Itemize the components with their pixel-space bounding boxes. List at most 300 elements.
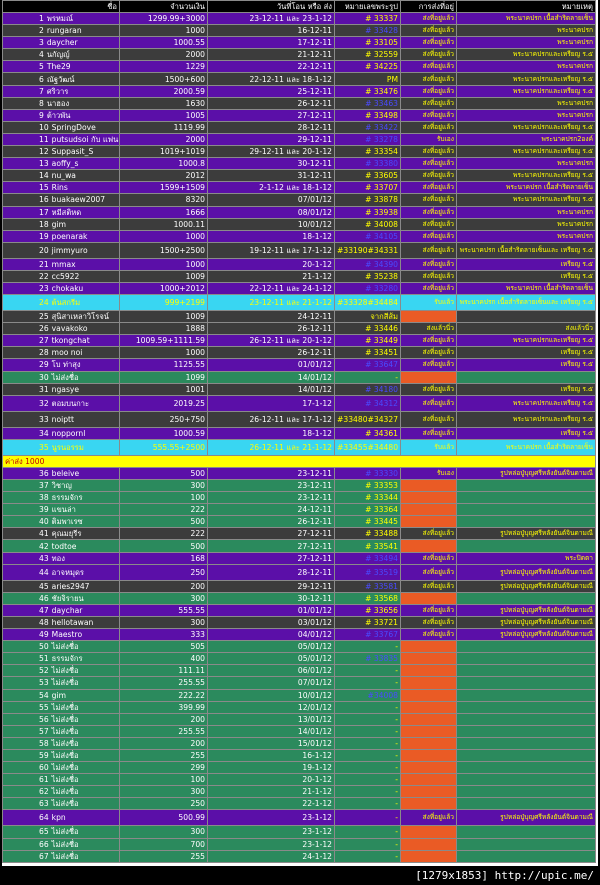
donor-name-cell	[3, 395, 120, 411]
address-status-cell: ส่งที่อยู่แล้ว	[401, 230, 457, 242]
table-row	[3, 109, 596, 121]
donor-name-cell	[3, 371, 120, 383]
transfer-date-cell: 01/01/12	[208, 359, 335, 371]
row-index: 10	[39, 122, 49, 132]
header-amount: จำนวนเงิน	[120, 1, 208, 13]
amulet-number-cell: # 34105	[335, 230, 401, 242]
donor-name: beleive	[51, 468, 80, 478]
table-row	[3, 49, 596, 61]
donor-name-cell	[3, 121, 120, 133]
donor-name-cell	[3, 25, 120, 37]
transfer-date-cell: 26-12-11 และ 17-1-12	[208, 411, 335, 427]
donor-name: tkongchat	[51, 336, 90, 346]
amount-cell: 222.22	[120, 689, 208, 701]
remark-cell	[457, 725, 596, 737]
donor-name: ต้าวพัน	[46, 110, 71, 120]
amulet-number-cell: # 33568	[335, 592, 401, 604]
table-row	[3, 492, 596, 504]
donor-name-cell	[3, 37, 120, 49]
donor-name-cell	[3, 838, 120, 850]
table-row	[3, 592, 596, 604]
amulet-number-cell: # 33445	[335, 516, 401, 528]
amount-cell: 500	[120, 540, 208, 552]
address-status-cell	[401, 737, 457, 749]
amulet-number-cell: # 33707	[335, 182, 401, 194]
donor-name-cell	[3, 826, 120, 838]
donor-name: ไม่ส่งชื่อ	[51, 775, 79, 785]
address-status-cell: ส่งที่อยู่แล้ว	[401, 604, 457, 616]
amount-cell: 255.55	[120, 677, 208, 689]
row-index: 9	[39, 110, 44, 120]
donor-name-cell	[3, 749, 120, 761]
address-status-cell	[401, 592, 457, 604]
table-row	[3, 749, 596, 761]
address-status-cell	[401, 786, 457, 798]
row-index: 26	[39, 324, 49, 334]
table-row	[3, 504, 596, 516]
row-index: 27	[39, 336, 49, 346]
table-row	[3, 774, 596, 786]
remark-cell: พระนาคปรก เนื้อสำริดลายเซ็น	[457, 13, 596, 25]
row-index: 25	[39, 312, 49, 322]
amount-cell: 1005	[120, 109, 208, 121]
transfer-date-cell: 21-1-12	[208, 786, 335, 798]
row-index: 56	[39, 714, 49, 724]
transfer-date-cell: 27-12-11	[208, 552, 335, 564]
donor-name: ไม่ส่งชื่อ	[51, 763, 79, 773]
table-row	[3, 467, 596, 479]
table-row	[3, 604, 596, 616]
amulet-number-cell: # 33878	[335, 194, 401, 206]
amulet-number-cell: -	[335, 737, 401, 749]
transfer-date-cell: 24-12-11	[208, 311, 335, 323]
remark-cell: เหรียญ ร.๕	[457, 258, 596, 270]
transfer-date-cell: 25-12-11	[208, 85, 335, 97]
transfer-date-cell: 22-12-11	[208, 61, 335, 73]
table-row	[3, 146, 596, 158]
donor-name-cell	[3, 604, 120, 616]
address-status-cell	[401, 311, 457, 323]
amulet-number-cell: # 33428	[335, 25, 401, 37]
donor-name-cell	[3, 616, 120, 628]
row-index: 34	[39, 428, 49, 438]
transfer-date-cell: 18-1-12	[208, 230, 335, 242]
donor-name: The29	[46, 62, 71, 72]
transfer-date-cell: 23-1-12	[208, 810, 335, 826]
donor-name-cell	[3, 677, 120, 689]
donor-name: daycher	[46, 38, 78, 48]
amulet-number-cell: # 33721	[335, 616, 401, 628]
donor-name: SpringDove	[51, 122, 96, 132]
amount-cell: 1009	[120, 270, 208, 282]
amount-cell: 500	[120, 467, 208, 479]
row-index: 41	[39, 529, 49, 539]
remark-cell	[457, 713, 596, 725]
table-row	[3, 37, 596, 49]
transfer-date-cell: 31-12-11	[208, 170, 335, 182]
amulet-number-cell: # 33605	[335, 170, 401, 182]
donor-name-cell	[3, 439, 120, 455]
amulet-number-cell: # 33353	[335, 480, 401, 492]
table-row	[3, 439, 596, 455]
amount-cell: 250	[120, 798, 208, 810]
transfer-date-cell: 2-1-12 และ 18-1-12	[208, 182, 335, 194]
transfer-date-cell: 28-12-11	[208, 121, 335, 133]
row-index: 5	[39, 62, 44, 72]
amount-cell: 1099	[120, 371, 208, 383]
amulet-number-cell: -	[335, 798, 401, 810]
transfer-date-cell: 27-12-11	[208, 540, 335, 552]
donor-name: อาจหมุดร	[51, 567, 84, 577]
row-index: 7	[39, 86, 44, 96]
amount-cell: 1299.99+3000	[120, 13, 208, 25]
transfer-date-cell: 16-12-11	[208, 25, 335, 37]
row-index: 42	[39, 541, 49, 551]
address-status-cell: ส่งที่อยู่แล้ว	[401, 37, 457, 49]
amount-cell: 505	[120, 641, 208, 653]
transfer-date-cell: 17-12-11	[208, 37, 335, 49]
donor-name: ไม่ส่งชื่อ	[51, 678, 79, 688]
address-status-cell	[401, 725, 457, 737]
donor-name-cell	[3, 383, 120, 395]
address-status-cell: ส่งที่อยู่แล้ว	[401, 258, 457, 270]
remark-cell: พระนาคปรกและเหรียญ ร.๕	[457, 73, 596, 85]
amount-cell: 1888	[120, 323, 208, 335]
address-status-cell: ส่งที่อยู่แล้ว	[401, 564, 457, 580]
table-row	[3, 427, 596, 439]
amount-cell: 555.55	[120, 604, 208, 616]
amulet-number-cell: # 33581	[335, 580, 401, 592]
address-status-cell	[401, 371, 457, 383]
address-status-cell	[401, 504, 457, 516]
remark-cell: รูปหล่อปู่บุญศรีหลังยันต์จินดามณี	[457, 564, 596, 580]
address-status-cell	[401, 850, 457, 862]
amulet-number-cell: # 34008	[335, 218, 401, 230]
row-index: 63	[39, 799, 49, 809]
row-index: 35	[39, 442, 49, 452]
amulet-number-cell: # 33476	[335, 85, 401, 97]
table-row	[3, 762, 596, 774]
transfer-date-cell: 29-12-11 และ 20-1-12	[208, 146, 335, 158]
address-status-cell: ส่งที่อยู่แล้ว	[401, 347, 457, 359]
amount-cell: 168	[120, 552, 208, 564]
amulet-number-cell: # 33280	[335, 282, 401, 294]
amount-cell: 200	[120, 713, 208, 725]
table-body	[3, 13, 596, 863]
address-status-cell: ส่งที่อยู่แล้ว	[401, 158, 457, 170]
address-status-cell: ส่งที่อยู่แล้ว	[401, 49, 457, 61]
donor-name-cell	[3, 295, 120, 311]
amulet-number-cell: -	[335, 826, 401, 838]
row-index: 24	[39, 298, 49, 308]
transfer-date-cell: 12/01/12	[208, 701, 335, 713]
donor-name: ngasye	[51, 384, 80, 394]
transfer-date-cell: 30-12-11	[208, 592, 335, 604]
donor-name: ไม่ส่งชื่อ	[51, 714, 79, 724]
transfer-date-cell: 06/01/12	[208, 665, 335, 677]
amount-cell: 1229	[120, 61, 208, 73]
amount-cell: 333	[120, 629, 208, 641]
row-index: 62	[39, 787, 49, 797]
row-index: 30	[39, 372, 49, 382]
donor-name: นกัญญ์	[46, 50, 70, 60]
table-row	[3, 347, 596, 359]
address-status-cell: ส่งแล้วนี่ว	[401, 323, 457, 335]
donor-name: ไม่ส่งชื่อ	[51, 851, 79, 861]
row-index: 8	[39, 98, 44, 108]
donor-name: kpn	[51, 813, 66, 823]
remark-cell	[457, 774, 596, 786]
address-status-cell: ส่งที่อยู่แล้ว	[401, 13, 457, 25]
amulet-number-cell: # 33767	[335, 629, 401, 641]
amulet-number-cell: # 33344	[335, 492, 401, 504]
table-row	[3, 270, 596, 282]
remark-cell	[457, 504, 596, 516]
transfer-date-cell: 23-12-11	[208, 492, 335, 504]
amount-cell: 200	[120, 580, 208, 592]
row-index: 48	[39, 617, 49, 627]
remark-cell: รูปหล่อปู่บุญศรีหลังยันต์จินดามณี	[457, 629, 596, 641]
address-status-cell: ส่งที่อยู่แล้ว	[401, 170, 457, 182]
amulet-number-cell: # 33337	[335, 13, 401, 25]
row-index: 37	[39, 481, 49, 491]
transfer-date-cell: 26-12-11 และ 20-1-12	[208, 335, 335, 347]
row-index: 23	[39, 284, 49, 294]
donor-name: แขนล่า	[51, 505, 76, 515]
donor-name-cell	[3, 85, 120, 97]
donor-name-cell	[3, 242, 120, 258]
transfer-date-cell: 26-12-11	[208, 347, 335, 359]
remark-cell	[457, 480, 596, 492]
donor-name: noiptt	[51, 414, 75, 424]
donor-name: Suppasit_S	[51, 147, 94, 157]
address-status-cell: ส่งที่อยู่แล้ว	[401, 282, 457, 294]
row-index: 18	[39, 219, 49, 229]
donor-name-cell	[3, 850, 120, 862]
remark-cell: รูปหล่อปู่บุญศรีหลังยันต์จินดามณี	[457, 580, 596, 592]
amount-cell: 1119.99	[120, 121, 208, 133]
transfer-date-cell: 30-12-11	[208, 158, 335, 170]
donor-name: hellotawan	[51, 617, 94, 627]
remark-cell	[457, 737, 596, 749]
amount-cell: 1009	[120, 311, 208, 323]
address-status-cell: รับแล้ว	[401, 295, 457, 311]
remark-cell: พระนาคปรก	[457, 158, 596, 170]
address-status-cell	[401, 480, 457, 492]
donor-name-cell	[3, 762, 120, 774]
remark-cell	[457, 826, 596, 838]
address-status-cell: ส่งที่อยู่แล้ว	[401, 359, 457, 371]
amount-cell: 1000	[120, 230, 208, 242]
row-index: 57	[39, 726, 49, 736]
row-index: 66	[39, 839, 49, 849]
header-name: ชื่อ	[3, 1, 120, 13]
remark-cell	[457, 665, 596, 677]
amount-cell: 2000.59	[120, 85, 208, 97]
table-row	[3, 282, 596, 294]
donor-name: ต้นสกรีม	[51, 298, 81, 308]
donor-name: putsudsoi กับ แฟน	[51, 134, 119, 144]
amulet-number-cell: # 33835	[335, 653, 401, 665]
table-row	[3, 737, 596, 749]
table-row	[3, 335, 596, 347]
remark-cell	[457, 653, 596, 665]
row-index: 15	[39, 183, 49, 193]
row-index: 12	[39, 147, 49, 157]
donor-name-cell	[3, 528, 120, 540]
row-index: 4	[39, 50, 44, 60]
remark-cell: รูปหล่อปู่บุญศรีหลังยันต์จินดามณี	[457, 467, 596, 479]
donor-name-cell	[3, 109, 120, 121]
donor-name: nu_wa	[51, 171, 76, 181]
remark-cell	[457, 311, 596, 323]
amulet-number-cell: # 33422	[335, 121, 401, 133]
address-status-cell: ส่งที่อยู่แล้ว	[401, 61, 457, 73]
donor-name: gim	[51, 690, 66, 700]
donor-name-cell	[3, 133, 120, 145]
row-index: 65	[39, 827, 49, 837]
remark-cell: เหรียญ ร.๕	[457, 383, 596, 395]
amount-cell: 1125.55	[120, 359, 208, 371]
transfer-date-cell: 18-1-12	[208, 427, 335, 439]
address-status-cell: ส่งที่อยู่แล้ว	[401, 383, 457, 395]
row-index: 67	[39, 851, 49, 861]
row-index: 45	[39, 581, 49, 591]
amulet-number-cell: # 33647	[335, 359, 401, 371]
amount-cell: 1666	[120, 206, 208, 218]
row-index: 40	[39, 517, 49, 527]
row-index: 22	[39, 271, 49, 281]
amulet-number-cell: #33455#34480	[335, 439, 401, 455]
transfer-date-cell: 23-12-11 และ 23-1-12	[208, 13, 335, 25]
amount-cell: 300	[120, 786, 208, 798]
row-index: 61	[39, 775, 49, 785]
remark-cell	[457, 371, 596, 383]
donation-table	[2, 0, 596, 863]
amulet-number-cell: -	[335, 838, 401, 850]
donor-name: ศริวาร	[46, 86, 69, 96]
transfer-date-cell: 24-1-12	[208, 850, 335, 862]
donor-name-cell	[3, 411, 120, 427]
row-index: 52	[39, 666, 49, 676]
table-row	[3, 73, 596, 85]
donor-name-cell	[3, 504, 120, 516]
transfer-date-cell: 22-12-11 และ 24-1-12	[208, 282, 335, 294]
remark-cell: พระนาคปรก เนื้อสำริดลายเซ็นและ เหรียญ ร.๕	[457, 242, 596, 258]
transfer-date-cell: 21-12-11	[208, 49, 335, 61]
address-status-cell: ส่งที่อยู่แล้ว	[401, 206, 457, 218]
amount-cell: 1599+1509	[120, 182, 208, 194]
transfer-date-cell: 10/01/12	[208, 689, 335, 701]
remark-cell: พระนาคปรกและเหรียญ ร.๕	[457, 146, 596, 158]
address-status-cell	[401, 826, 457, 838]
row-index: 32	[39, 398, 49, 408]
donor-name: ธรรมจักร	[51, 493, 83, 503]
amount-cell: 400	[120, 653, 208, 665]
table-row	[3, 242, 596, 258]
amount-cell: 250+750	[120, 411, 208, 427]
amount-cell: 555.55+2500	[120, 439, 208, 455]
table-row	[3, 13, 596, 25]
remark-cell	[457, 762, 596, 774]
row-index: 11	[39, 134, 49, 144]
transfer-date-cell: 29-12-11	[208, 133, 335, 145]
row-index: 21	[39, 259, 49, 269]
amount-cell: 300	[120, 480, 208, 492]
row-index: 58	[39, 738, 49, 748]
row-index: 55	[39, 702, 49, 712]
amulet-number-cell: -	[335, 774, 401, 786]
remark-cell	[457, 689, 596, 701]
transfer-date-cell: 22-12-11 และ 18-1-12	[208, 73, 335, 85]
donor-name: หมีสติหด	[51, 207, 82, 217]
remark-cell: พระนาคปรกและเหรียญ ร.๕	[457, 121, 596, 133]
row-index: 29	[39, 360, 49, 370]
address-status-cell: ส่งที่อยู่แล้ว	[401, 810, 457, 826]
row-index: 60	[39, 763, 49, 773]
table-row	[3, 528, 596, 540]
address-status-cell: ส่งที่อยู่แล้ว	[401, 552, 457, 564]
image-host-watermark: [1279x1853] http://upic.me/	[415, 869, 594, 882]
transfer-date-cell: 05/01/12	[208, 641, 335, 653]
remark-cell	[457, 786, 596, 798]
donor-name: ชัยจิรายน	[51, 593, 84, 603]
address-status-cell	[401, 774, 457, 786]
donor-name-cell	[3, 194, 120, 206]
amount-cell: 1000.59	[120, 427, 208, 439]
address-status-cell	[401, 749, 457, 761]
amulet-number-cell: # 33364	[335, 504, 401, 516]
donor-name-cell	[3, 552, 120, 564]
donor-name: ณัฐวัฒน์	[46, 74, 75, 84]
transfer-date-cell: 27-12-11	[208, 528, 335, 540]
row-index: 17	[39, 207, 49, 217]
donor-name: ทอง	[51, 553, 65, 563]
donor-name-cell	[3, 218, 120, 230]
donor-name-cell	[3, 258, 120, 270]
donor-name: ไม่ส่งชื่อ	[51, 827, 79, 837]
amulet-number-cell: -	[335, 850, 401, 862]
amulet-number-cell: # 33498	[335, 109, 401, 121]
donor-name: chokaku	[51, 284, 84, 294]
transfer-date-cell: 14/01/12	[208, 383, 335, 395]
table-row	[3, 97, 596, 109]
address-status-cell: ส่งที่อยู่แล้ว	[401, 109, 457, 121]
row-index: 33	[39, 414, 49, 424]
transfer-date-cell: 01/01/12	[208, 604, 335, 616]
donor-name: ไม่ส่งชื่อ	[51, 726, 79, 736]
amulet-number-cell: -	[335, 713, 401, 725]
header-date: วันที่โอน หรือ ส่ง	[208, 1, 335, 13]
amount-cell: 1000	[120, 25, 208, 37]
remark-cell: พระนาคปรก เนื้อสำริดลายเซ็น	[457, 282, 596, 294]
header-address-status: การส่งที่อยู่	[401, 1, 457, 13]
transfer-date-cell: 23-12-11	[208, 467, 335, 479]
amulet-number-cell: # 33488	[335, 528, 401, 540]
row-index: 49	[39, 630, 49, 640]
amulet-number-cell: # 33105	[335, 37, 401, 49]
address-status-cell: ส่งที่อยู่แล้ว	[401, 427, 457, 439]
donor-name: Rins	[51, 183, 68, 193]
amulet-number-cell: # 33446	[335, 323, 401, 335]
transfer-date-cell: 23-1-12	[208, 838, 335, 850]
address-status-cell: ส่งที่อยู่แล้ว	[401, 182, 457, 194]
donor-name: นูรนอรรม	[51, 442, 84, 452]
row-index: 19	[39, 231, 49, 241]
donor-name-cell	[3, 467, 120, 479]
remark-cell: พระนาคปรก	[457, 109, 596, 121]
remark-cell: พระนาคปรกและเหรียญ ร.๕	[457, 411, 596, 427]
